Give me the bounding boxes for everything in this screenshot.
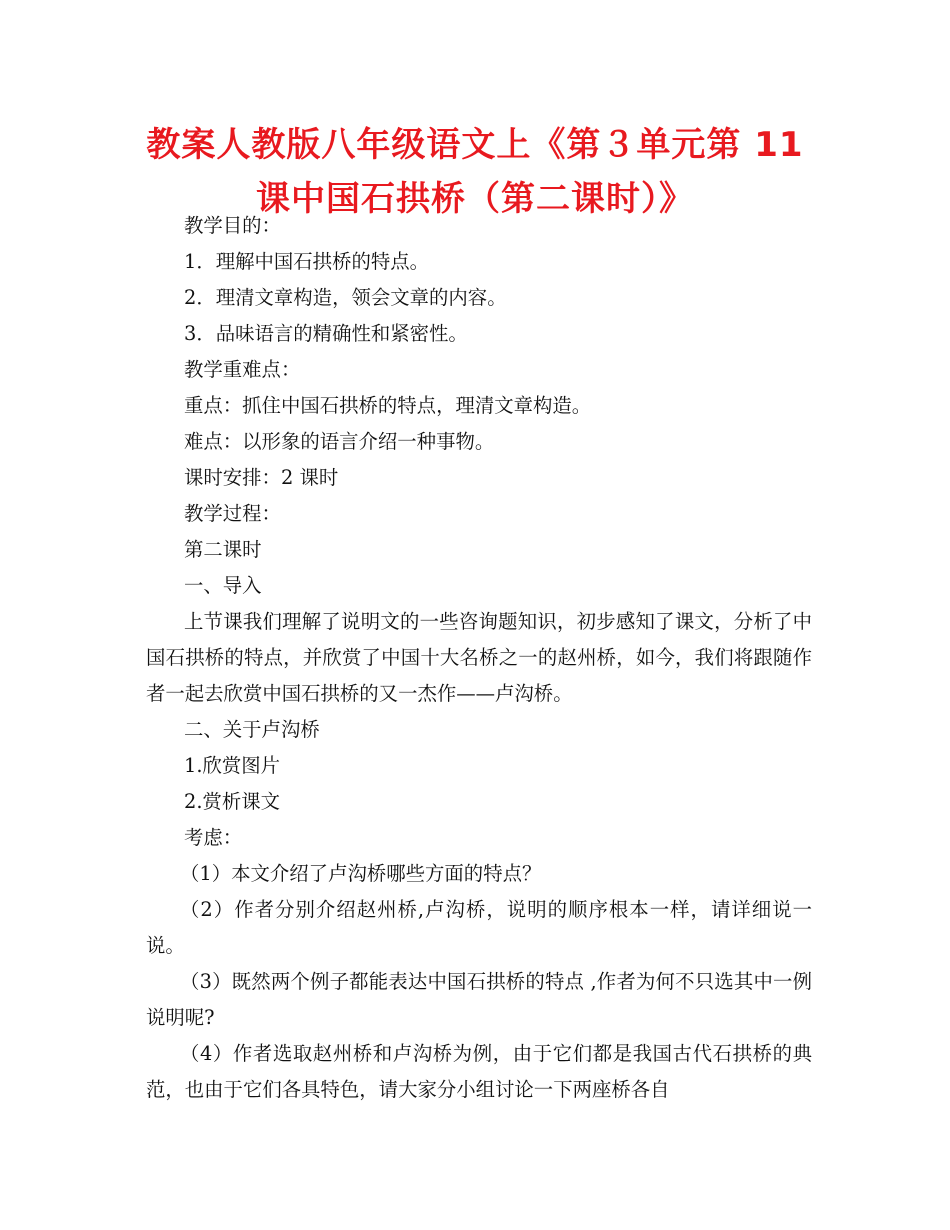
heading-teaching-goals: 教学目的： <box>184 214 281 237</box>
goal-item-3: 3．品味语言的精确性和紧密性。 <box>184 322 468 345</box>
heading-key-difficult-points: 教学重难点： <box>184 358 301 381</box>
introduction-paragraph: 上节课我们理解了说明文的一些咨询题知识，初步感知了课文，分析了中国石拱桥的特点，并欣赏了中国十大名桥之一的赵州桥，如今，我们将跟随作者一起去欣赏中国石拱桥的又一杰作——卢沟桥。 <box>146 610 812 705</box>
difficult-point: 难点：以形象的语言介绍一种事物。 <box>184 430 495 453</box>
step-analyze-text: 2.赏析课文 <box>184 790 281 813</box>
heading-teaching-process: 教学过程： <box>184 502 281 525</box>
step-view-pictures: 1.欣赏图片 <box>184 754 281 777</box>
question-1: （1）本文介绍了卢沟桥哪些方面的特点？ <box>180 862 542 885</box>
section-introduction: 一、导入 <box>184 574 262 597</box>
question-4: （4）作者选取赵州桥和卢沟桥为例，由于它们都是我国古代石拱桥的典范，也由于它们各具特色，请大家分小组讨论一下两座桥各自 <box>146 1042 812 1101</box>
heading-consider: 考虑： <box>184 826 243 849</box>
goal-item-1: 1．理解中国石拱桥的特点。 <box>184 250 430 273</box>
heading-second-lesson: 第二课时 <box>184 538 262 561</box>
class-hours: 课时安排：2 课时 <box>184 466 339 489</box>
section-lugou-bridge: 二、关于卢沟桥 <box>184 718 320 741</box>
title-line-2: 课中国石拱桥（第二课时）》 <box>256 179 694 219</box>
goal-item-2: 2．理清文章构造，领会文章的内容。 <box>184 286 507 309</box>
document-body <box>146 208 812 1108</box>
question-3: （3）既然两个例子都能表达中国石拱桥的特点 ,作者为何不只选其中一例说明呢? <box>146 970 812 1029</box>
title-line-1: 教案人教版八年级语文上《第３单元第 11 <box>146 125 804 165</box>
question-2: （2）作者分别介绍赵州桥,卢沟桥，说明的顺序根本一样，请详细说一说。 <box>146 898 812 957</box>
key-point: 重点：抓住中国石拱桥的特点，理清文章构造。 <box>184 394 592 417</box>
